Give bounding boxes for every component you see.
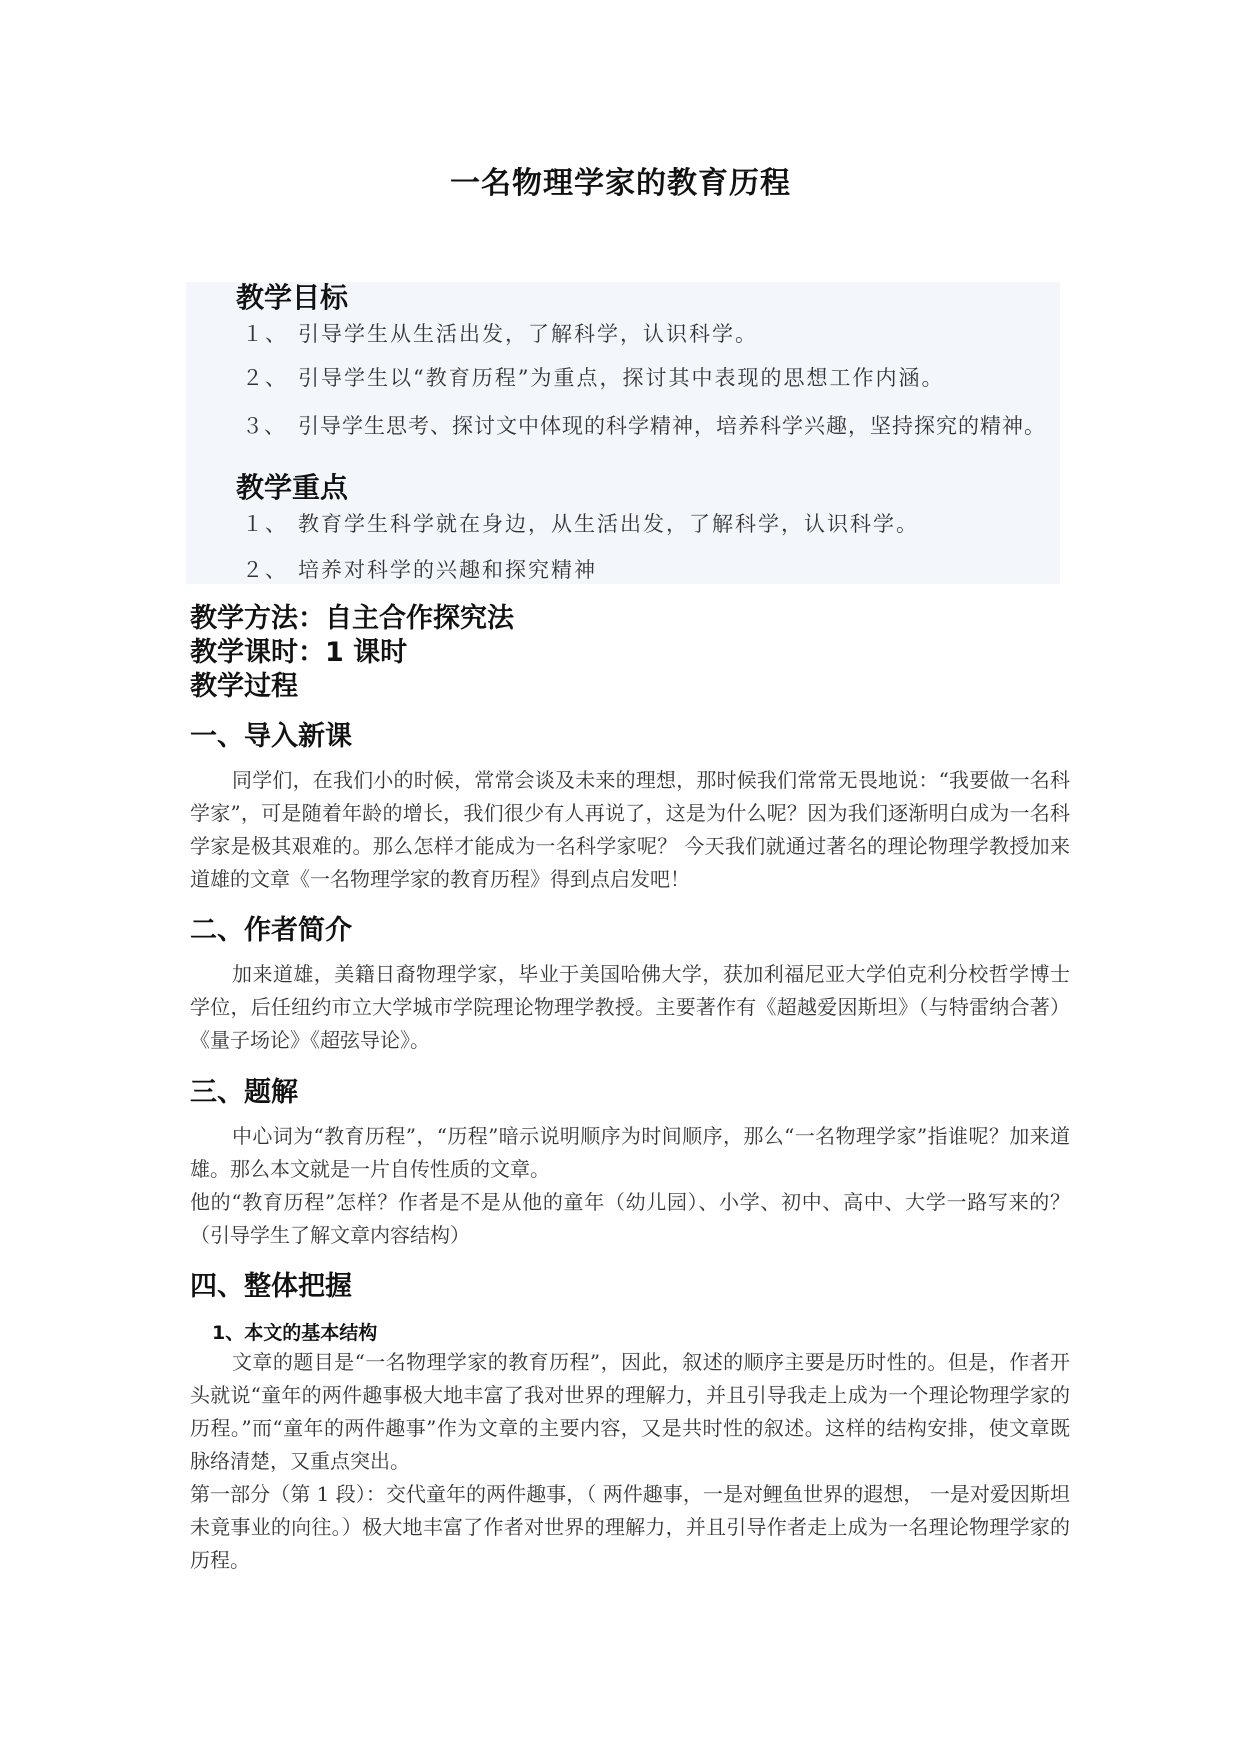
objective-item-2	[242, 362, 944, 392]
section-3-heading: 三、题解	[190, 1077, 298, 1108]
key-points-heading: 教学重点	[236, 471, 349, 504]
section-2-heading: 二、作者简介	[190, 915, 352, 946]
key-point-item-1-num: １、	[242, 512, 288, 536]
key-point-item-2-text: 培养对科学的兴趣和探究精神	[298, 558, 597, 582]
objective-item-1-num: １、	[242, 322, 288, 346]
key-point-item-1	[242, 508, 919, 538]
section-1-heading: 一、导入新课	[190, 721, 352, 752]
section-2-paragraph: 加来道雄，美籍日裔物理学家，毕业于美国哈佛大学，获加利福尼亚大学伯克利分校哲学博士学位，后任纽约市立大学城市学院理论物理学教授。主要著作有《超越爱因斯坦》（与特雷纳合著）《量子场论》《超弦导论》。	[190, 962, 1070, 1052]
section-3-paragraph-2: 他的“教育历程”怎样？作者是不是从他的童年（幼儿园）、小学、初中、高中、大学一路写来的？（引导学生了解文章内容结构）	[190, 1190, 1070, 1247]
section-4-paragraph-2: 第一部分（第 1 段）：交代童年的两件趣事，（ 两件趣事，一是对鲤鱼世界的遐想， 一是对爱因斯坦未竟事业的向往。）极大地丰富了作者对世界的理解力，并且引导作者走上成为一名理论物理学家的历程。	[190, 1482, 1070, 1572]
teaching-process: 教学过程	[190, 671, 298, 702]
section-1-paragraph: 同学们，在我们小的时候，常常会谈及未来的理想，那时候我们常常无畏地说：“我要做一名科学家”，可是随着年龄的增长，我们很少有人再说了，这是为什么呢？因为我们逐渐明白成为一名科学家是极其艰难的。那么怎样才能成为一名科学家呢？ 今天我们就通过著名的理论物理学教授加来道雄的文章《一名物理学家的教育历程》得到点启发吧！	[190, 768, 1070, 891]
objective-item-2-num: ２、	[242, 366, 288, 390]
objective-item-3-num: ３、	[242, 414, 286, 438]
objective-item-2-text: 引导学生以“教育历程”为重点，探讨其中表现的思想工作内涵。	[298, 366, 945, 390]
teaching-hours: 教学课时：1 课时	[190, 637, 408, 668]
objective-item-1-text: 引导学生从生活出发，了解科学，认识科学。	[298, 322, 758, 346]
key-point-item-2	[242, 554, 597, 584]
objective-item-3-text: 引导学生思考、探讨文中体现的科学精神，培养科学兴趣，坚持探究的精神。	[298, 414, 1046, 438]
key-point-item-1-text: 教育学生科学就在身边，从生活出发，了解科学，认识科学。	[298, 512, 919, 536]
teaching-method: 教学方法：自主合作探究法	[190, 603, 514, 634]
section-4-subheading: 1、本文的基本结构	[212, 1322, 378, 1344]
objective-item-1	[242, 318, 758, 348]
objectives-heading: 教学目标	[236, 281, 349, 314]
section-4-heading: 四、整体把握	[190, 1271, 352, 1302]
section-3-paragraph-1: 中心词为“教育历程”，“历程”暗示说明顺序为时间顺序，那么“一名物理学家”指谁呢？加来道雄。那么本文就是一片自传性质的文章。	[190, 1124, 1070, 1181]
key-point-item-2-num: ２、	[242, 558, 288, 582]
page-title: 一名物理学家的教育历程	[450, 166, 791, 201]
section-4-paragraph-1: 文章的题目是“一名物理学家的教育历程”，因此，叙述的顺序主要是历时性的。但是，作者开头就说“童年的两件趣事极大地丰富了我对世界的理解力，并且引导我走上成为一个理论物理学家的历程。”而“童年的两件趣事”作为文章的主要内容，又是共时性的叙述。这样的结构安排，使文章既脉络清楚，又重点突出。	[190, 1350, 1070, 1473]
objective-item-3	[190, 410, 1070, 442]
